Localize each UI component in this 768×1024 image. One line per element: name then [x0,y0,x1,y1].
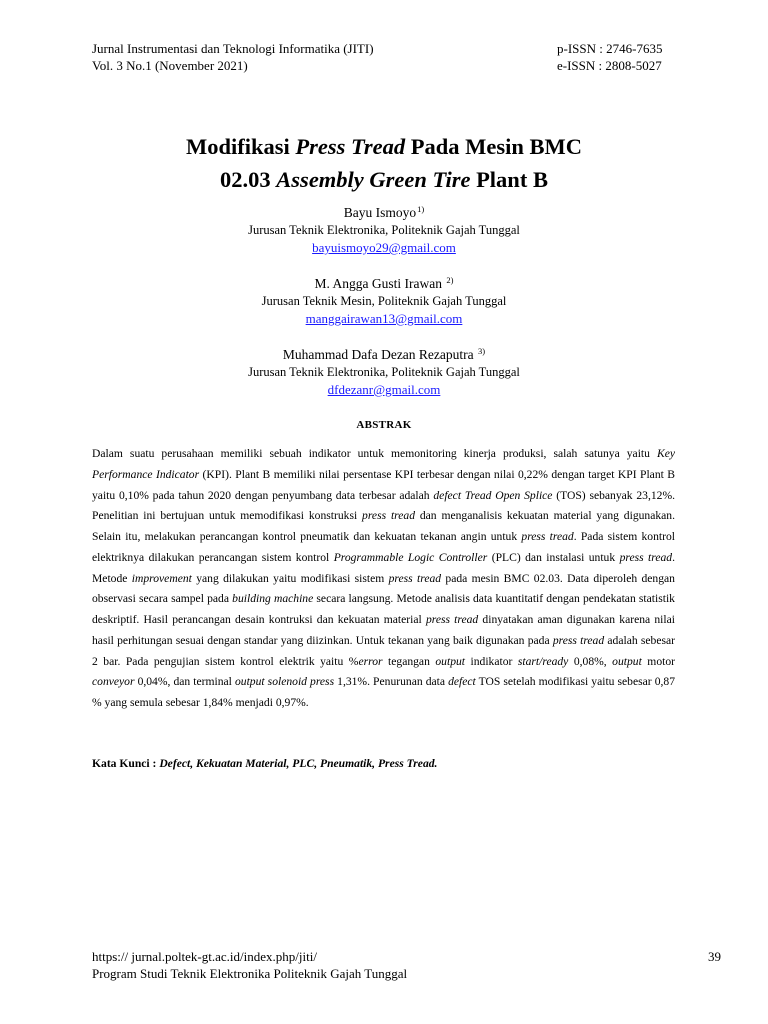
abstract-body [92,444,675,714]
keywords [92,755,675,773]
italic-text-segment: press tread [552,633,605,647]
author-institution: Jurusan Teknik Mesin, Politeknik Gajah Tunggal [261,294,507,308]
keywords-text: Defect, Kekuatan Material, PLC, Pneumatik, Press Tread. [159,757,438,770]
page-footer [92,948,407,982]
italic-text-segment: output [612,654,642,668]
text-segment: 0,04%, dan terminal [134,675,235,689]
author-name-text: Muhammad Dafa Dezan Rezaputra [282,347,478,362]
author-list [0,203,768,416]
author-name [0,274,768,293]
italic-text-segment: press tread [425,613,479,626]
text-segment: dan menganalisis kekuatan material yang digunakan. Selain itu, melakukan perancangan kontrol pneumatik dan kekuatan tekanan angin untuk [92,509,676,543]
text-segment: (KPI). Plant B memiliki nilai persentase KPI terbesar dengan nilai 0,22% dengan target KPI Plant B yaitu 0,10% pada tahun 2020 dengan penyumbang data terbesar adalah [92,467,676,502]
text-segment: 0,08%, [568,654,613,668]
italic-text-segment: press tread [521,530,574,543]
title-line-1 [0,130,768,163]
italic-text-segment: press tread [619,550,673,564]
text-segment: dinyatakan aman digunakan karena nilai hasil perhitungan sesuai dengan standar yang diizinkan. Untuk tekanan yang baik digunakan pada [92,613,675,647]
author-affiliation-mark: 2) [446,275,454,285]
italic-text-segment: press tread [362,509,415,523]
author-institution: Jurusan Teknik Elektronika, Politeknik Gajah Tunggal [248,223,520,237]
e-issn: e-ISSN : 2808-5027 [557,58,662,73]
italic-text-segment: Assembly Green Tire [276,167,471,192]
author-email-link[interactable]: bayuismoyo29@gmail.com [312,240,456,255]
text-segment: TOS setelah modifikasi yaitu sebesar 0,87 % yang semula sebesar 1,84% menjadi 0,97%. [92,675,675,709]
keywords-label: Kata Kunci : [92,757,160,770]
author-email-link[interactable]: manggairawan13@gmail.com [305,311,463,326]
author-affiliation-mark: 1) [417,204,425,214]
italic-text-segment: Programmable Logic Controller [333,550,488,564]
italic-text-segment: press tread [388,571,442,585]
author-email-link[interactable]: dfdezanr@gmail.com [327,382,441,397]
paper-title [0,130,768,196]
italic-text-segment: error [358,654,383,668]
author-block [0,203,768,256]
text-segment: Pada Mesin BMC [405,134,583,159]
text-segment: . Pada sistem kontrol elektriknya dilakukan perancangan sistem kontrol [92,530,675,564]
text-segment: . Metode [92,550,676,585]
text-segment: tegangan [382,654,436,668]
journal-volume: Vol. 3 No.1 (November 2021) [92,58,248,73]
abstract-heading: ABSTRAK [356,419,412,431]
italic-text-segment: defect [448,675,476,689]
text-segment: indikator [465,654,518,668]
text-segment: Plant B [470,167,548,192]
author-name-text: Bayu Ismoyo [343,205,417,220]
italic-text-segment: conveyor [92,675,135,689]
text-segment: 02.03 [220,167,277,192]
italic-text-segment: start/ready [517,654,569,668]
journal-name: Jurnal Instrumentasi dan Teknologi Informatika (JITI) [92,41,374,56]
author-block [0,345,768,398]
text-segment: pada mesin BMC 02.03. Data diperoleh dengan observasi secara sampel pada [92,571,675,606]
author-name-text: M. Angga Gusti Irawan [314,276,446,291]
footer-program: Program Studi Teknik Elektronika Politeknik Gajah Tunggal [92,966,408,981]
running-header-left [92,40,374,74]
italic-text-segment: building machine [232,592,314,606]
author-name [0,203,768,222]
author-block [0,274,768,327]
text-segment: (TOS) sebanyak 23,12%. Penelitian ini bertujuan untuk memodifikasi konstruksi [92,488,676,523]
text-segment: 1,31%. Penurunan data [334,675,449,689]
italic-text-segment: improvement [131,571,192,585]
italic-text-segment: output [435,654,466,668]
footer-url[interactable]: https:// jurnal.poltek-gt.ac.id/index.php/jiti/ [92,949,317,964]
p-issn: p-ISSN : 2746-7635 [557,41,663,56]
text-segment: secara langsung. Metode analisis data kuantitatif dengan pendekatan statistik deskriptif. Hasil perancangan desain kontruksi dan kekuatan material [92,592,675,626]
text-segment: Modifikasi [185,134,296,159]
text-segment: yang dilakukan yaitu modifikasi sistem [191,571,389,585]
text-segment: adalah sebesar 2 bar. Pada pengujian sistem kontrol elektrik yaitu % [92,633,675,668]
text-segment: motor [641,654,676,668]
author-name [0,345,768,364]
italic-text-segment: output solenoid press [234,675,335,689]
text-segment: Dalam suatu perusahaan memiliki sebuah indikator untuk memonitoring kinerja produksi, salah satunya yaitu [92,447,657,460]
author-affiliation-mark: 3) [478,346,486,356]
author-institution: Jurusan Teknik Elektronika, Politeknik Gajah Tunggal [248,365,520,379]
italic-text-segment: Key Performance Indicator [92,447,675,481]
title-line-2 [0,163,768,196]
italic-text-segment: Press Tread [295,134,406,159]
text-segment: (PLC) dan instalasi untuk [487,550,620,564]
running-header-right [557,40,662,74]
italic-text-segment: defect Tread Open Splice [433,488,553,502]
page-number: 39 [708,949,721,964]
